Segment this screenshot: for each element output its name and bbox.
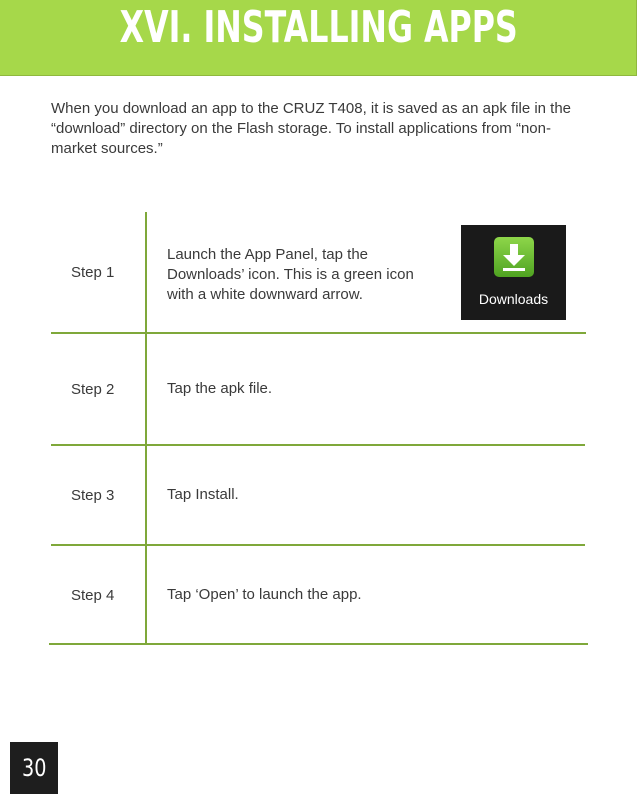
row-divider <box>49 643 588 645</box>
row-divider <box>51 544 585 546</box>
downloads-app-icon <box>461 225 566 320</box>
row-divider <box>51 444 585 446</box>
step-label: Step 1 <box>71 264 115 281</box>
header-bar <box>0 0 637 76</box>
downloads-icon-label: Downloads <box>478 291 549 307</box>
step-label: Step 3 <box>71 487 115 504</box>
table-column-divider <box>145 212 147 644</box>
step-instruction: Tap the apk file. <box>167 380 273 397</box>
row-divider <box>51 332 586 334</box>
step-instruction: Tap ‘Open’ to launch the app. <box>167 586 362 603</box>
page-number: 30 <box>21 754 47 782</box>
page-number-box <box>10 742 58 794</box>
page-title: XVI. INSTALLING APPS <box>119 2 518 53</box>
download-arrow-icon <box>494 237 534 277</box>
step-instruction: Tap Install. <box>167 486 239 503</box>
step-label: Step 2 <box>71 381 115 398</box>
intro-paragraph: When you download an app to the CRUZ T408, it is saved as an apk file in the “download” directory on the Flash storage. To install applications from “non-market sources.” <box>51 100 572 157</box>
step-instruction: Launch the App Panel, tap the Downloads’ icon. This is a green icon with a white downward arrow. <box>167 246 414 303</box>
download-arrow-glyph <box>494 237 534 277</box>
step-label: Step 4 <box>71 587 115 604</box>
